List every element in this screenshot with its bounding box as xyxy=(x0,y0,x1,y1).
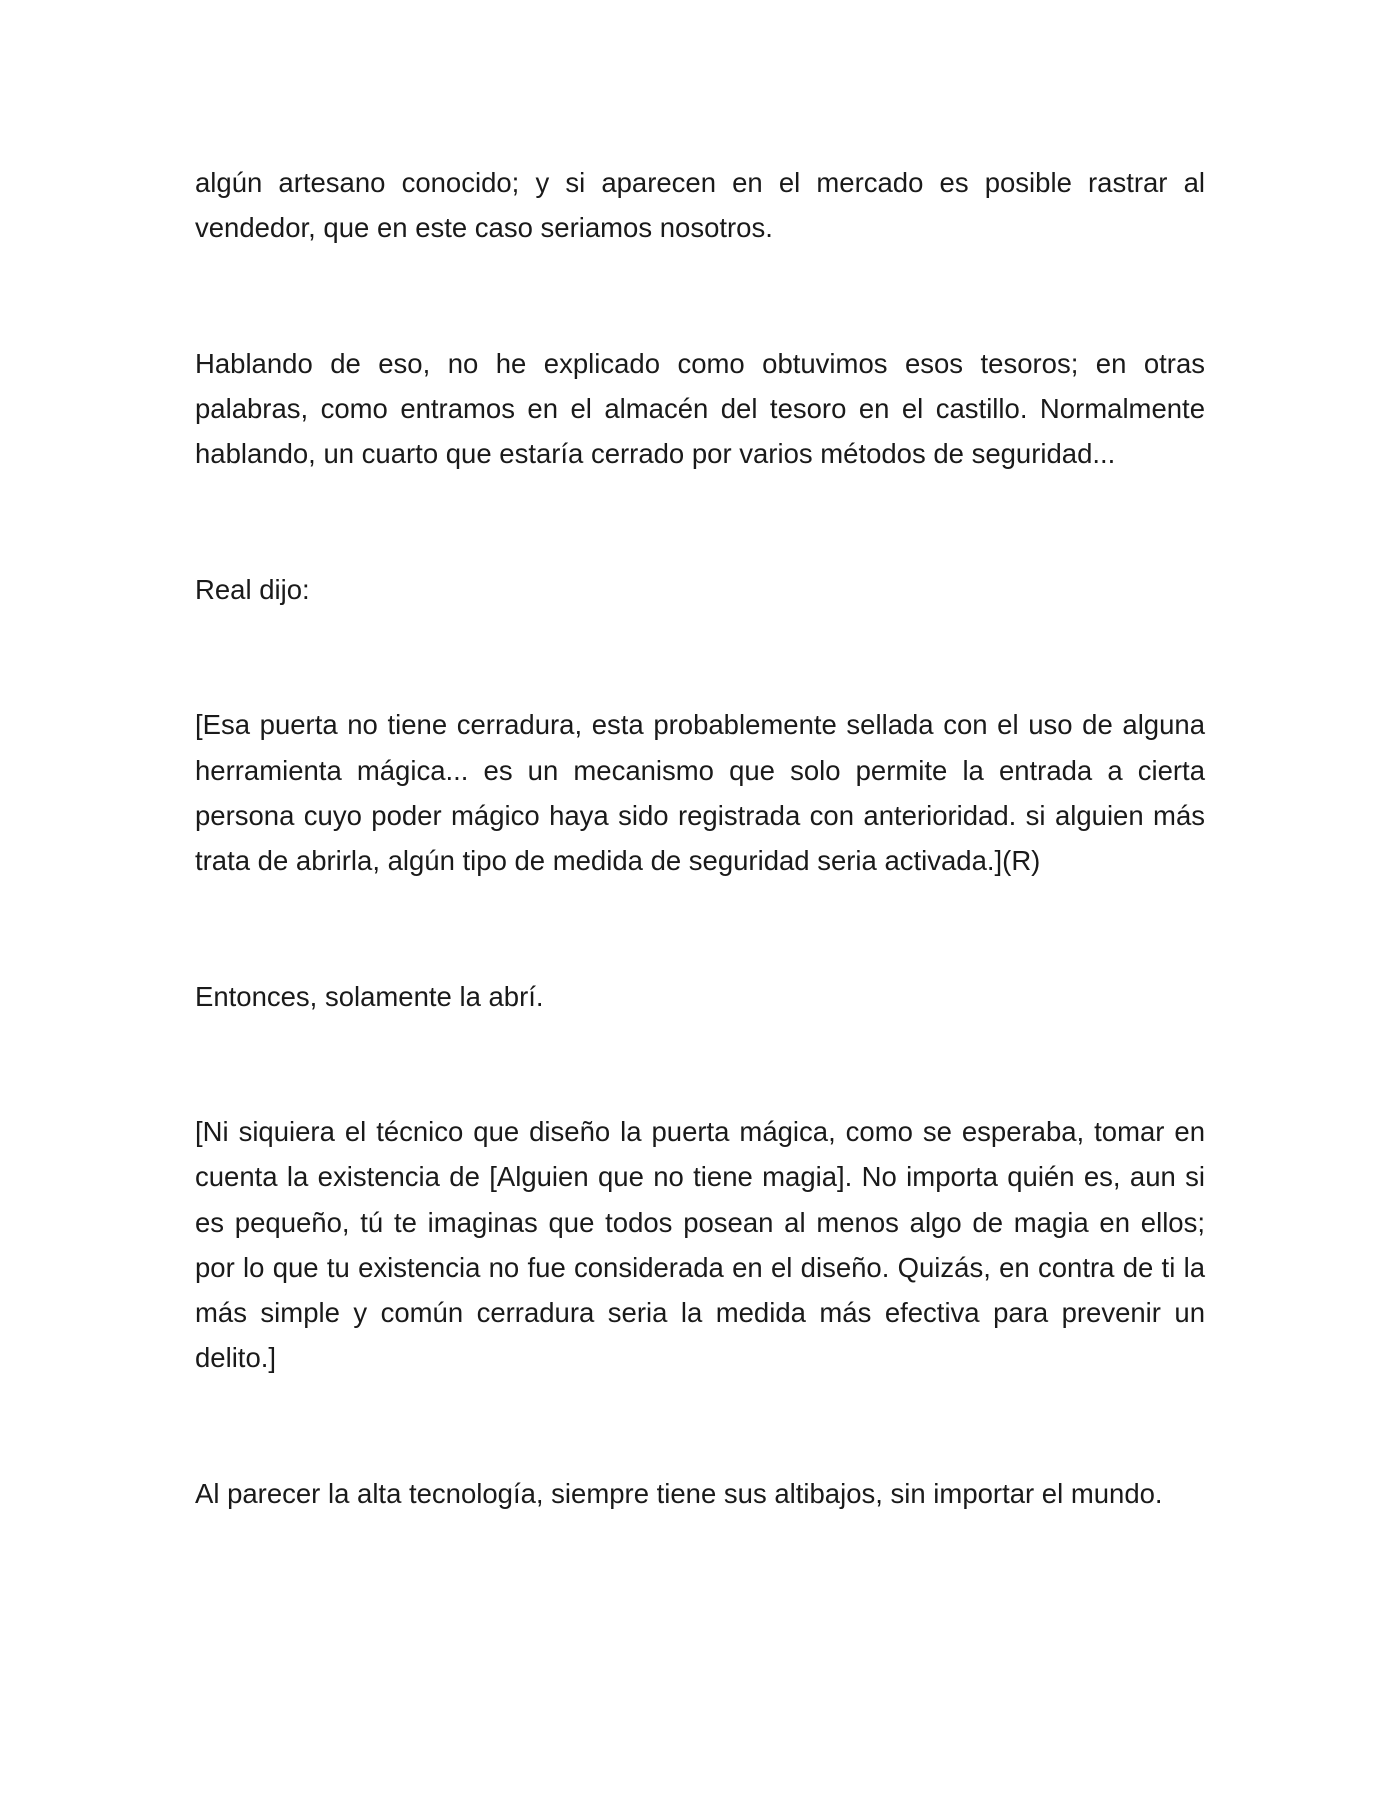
paragraph-7: Al parecer la alta tecnología, siempre tiene sus altibajos, sin importar el mundo. xyxy=(195,1477,1163,1509)
paragraph-1: algún artesano conocido; y si aparecen en el mercado es posible rastrar al vendedor, que en este caso seriamos nosotros. xyxy=(195,167,1205,244)
paragraph-4: [Esa puerta no tiene cerradura, esta probablemente sellada con el uso de alguna herramienta mágica... es un mecanismo que solo permite la entrada a cierta persona cuyo poder mágico haya sido registrada con anterioridad. si alguien más trata de abrirla, algún tipo de medida de seguridad seria activada.](R) xyxy=(195,709,1205,876)
text-column xyxy=(195,160,1205,1606)
paragraph-2: Hablando de eso, no he explicado como obtuvimos esos tesoros; en otras palabras, como entramos en el almacén del tesoro en el castillo. Normalmente hablando, un cuarto que estaría cerrado por varios métodos de seguridad... xyxy=(195,347,1205,470)
paragraph-6: [Ni siquiera el técnico que diseño la puerta mágica, como se esperaba, tomar en cuenta la existencia de [Alguien que no tiene magia]. No importa quién es, aun si es pequeño, tú te imaginas que todos posean al menos algo de magia en ellos; por lo que tu existencia no fue considerada en el diseño. Quizás, en contra de ti la más simple y común cerradura seria la medida más efectiva para prevenir un delito.] xyxy=(195,1116,1205,1374)
paragraph-5: Entonces, solamente la abrí. xyxy=(195,980,544,1012)
paragraph-3: Real dijo: xyxy=(195,573,310,605)
